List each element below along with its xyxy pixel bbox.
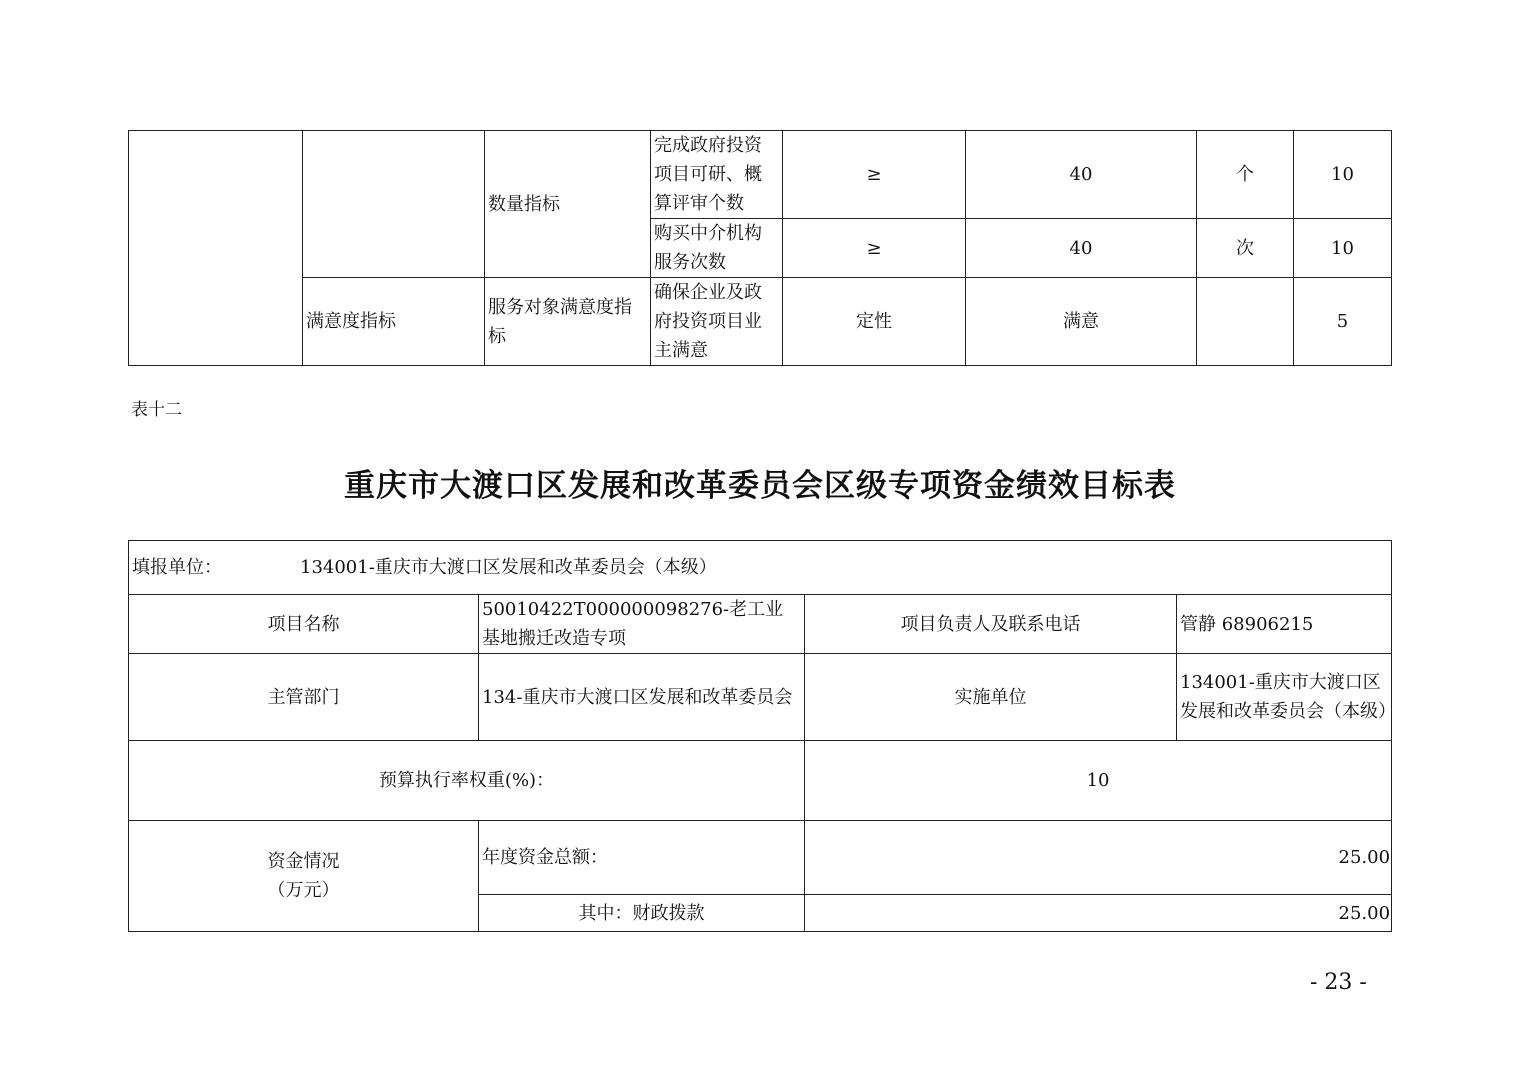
performance-indicator-table bbox=[128, 130, 1392, 366]
performance-target-form bbox=[128, 540, 1396, 932]
funds-unit: （万元） bbox=[267, 880, 340, 901]
score-cell: 10 bbox=[1294, 219, 1392, 278]
operator-cell: ≥ bbox=[783, 219, 966, 278]
impl-unit-value: 134001-重庆市大渡口区发展和改革委员会（本级） bbox=[1177, 654, 1392, 741]
table-row bbox=[129, 741, 1392, 821]
reporting-unit-label: 填报单位： bbox=[132, 557, 222, 578]
annual-total-value: 25.00 bbox=[805, 821, 1392, 895]
reporting-unit-cell bbox=[129, 541, 1392, 595]
budget-weight-label: 预算执行率权重(%)： bbox=[129, 741, 805, 821]
target-value-cell: 40 bbox=[966, 131, 1197, 219]
table-row bbox=[129, 278, 1392, 366]
empty-cell bbox=[129, 131, 303, 366]
level2-indicator-cell: 满意度指标 bbox=[303, 278, 485, 366]
table-row bbox=[129, 595, 1392, 654]
level3-indicator-cell: 服务对象满意度指标 bbox=[485, 278, 651, 366]
fiscal-label: 其中：财政拨款 bbox=[479, 895, 805, 932]
score-cell: 5 bbox=[1294, 278, 1392, 366]
fiscal-value: 25.00 bbox=[805, 895, 1392, 932]
unit-cell: 个 bbox=[1197, 131, 1294, 219]
table-label: 表十二 bbox=[131, 400, 182, 420]
table-row bbox=[129, 654, 1392, 741]
table-row bbox=[129, 821, 1392, 895]
page-title: 重庆市大渡口区发展和改革委员会区级专项资金绩效目标表 bbox=[344, 468, 1176, 504]
reporting-unit-value: 134001-重庆市大渡口区发展和改革委员会（本级） bbox=[300, 557, 717, 578]
level3-indicator-cell: 数量指标 bbox=[485, 131, 651, 278]
dept-label: 主管部门 bbox=[129, 654, 479, 741]
score-cell: 10 bbox=[1294, 131, 1392, 219]
target-value-cell: 满意 bbox=[966, 278, 1197, 366]
budget-weight-value: 10 bbox=[805, 741, 1392, 821]
operator-cell: ≥ bbox=[783, 131, 966, 219]
dept-value: 134-重庆市大渡口区发展和改革委员会 bbox=[479, 654, 805, 741]
page-number: - 23 - bbox=[1310, 970, 1367, 995]
empty-cell bbox=[303, 131, 485, 278]
unit-cell: 次 bbox=[1197, 219, 1294, 278]
table-row bbox=[129, 541, 1392, 595]
unit-cell bbox=[1197, 278, 1294, 366]
indicator-item-cell: 确保企业及政府投资项目业主满意 bbox=[651, 278, 783, 366]
impl-unit-label: 实施单位 bbox=[805, 654, 1177, 741]
table-row bbox=[129, 131, 1392, 219]
indicator-item-cell: 完成政府投资项目可研、概算评审个数 bbox=[651, 131, 783, 219]
annual-total-label: 年度资金总额： bbox=[479, 821, 805, 895]
contact-value: 管静 68906215 bbox=[1177, 595, 1392, 654]
contact-label: 项目负责人及联系电话 bbox=[805, 595, 1177, 654]
funds-label: 资金情况 bbox=[267, 851, 340, 872]
funds-label-cell bbox=[129, 821, 479, 932]
project-name-value: 50010422T000000098276-老工业基地搬迁改造专项 bbox=[479, 595, 805, 654]
project-name-label: 项目名称 bbox=[129, 595, 479, 654]
indicator-item-cell: 购买中介机构服务次数 bbox=[651, 219, 783, 278]
operator-cell: 定性 bbox=[783, 278, 966, 366]
target-value-cell: 40 bbox=[966, 219, 1197, 278]
